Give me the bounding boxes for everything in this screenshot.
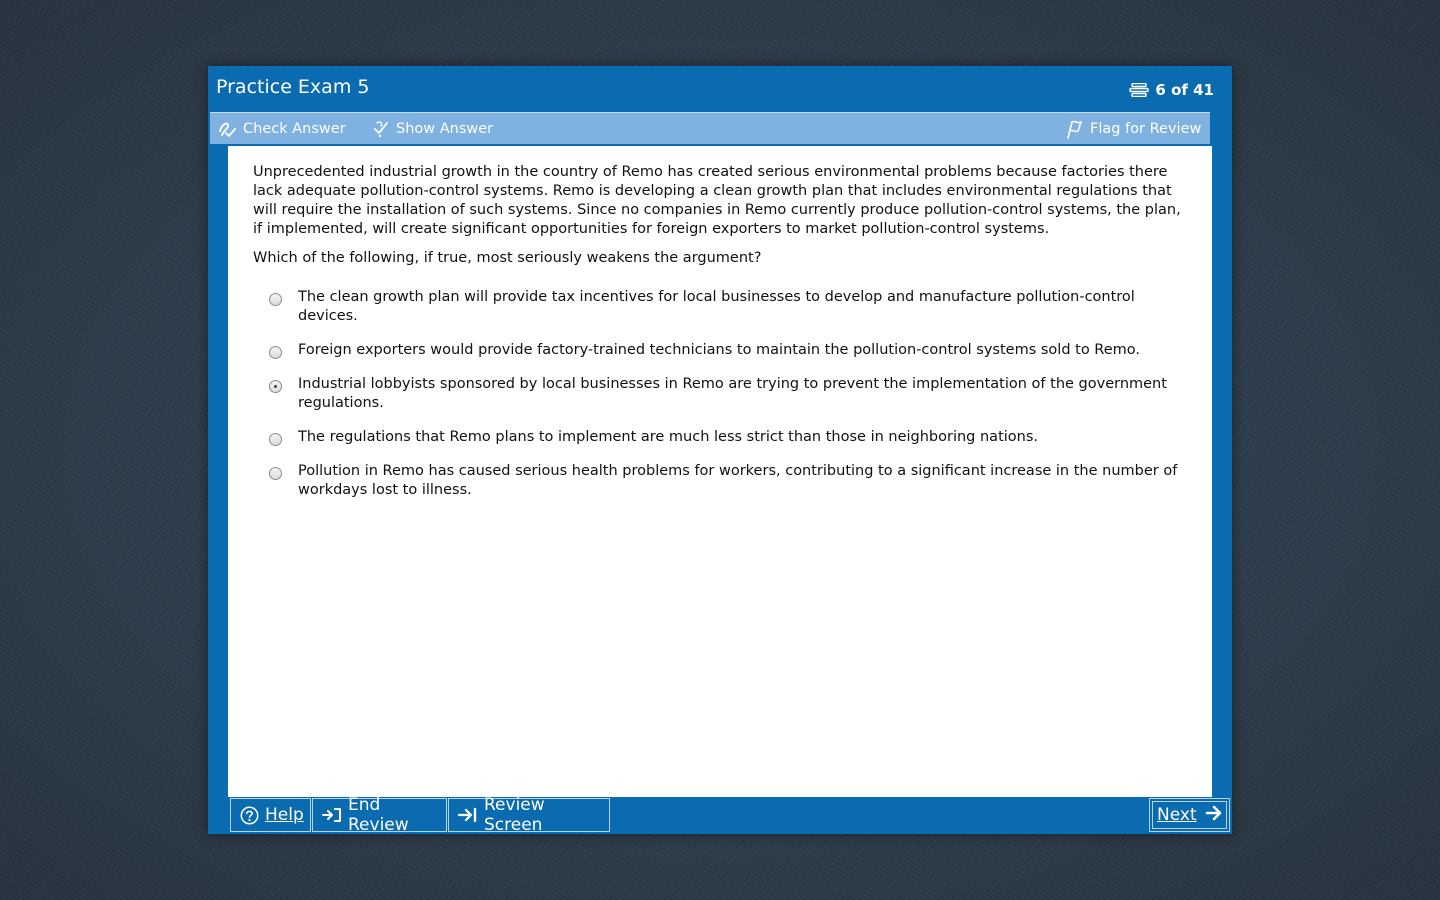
help-label: Help — [265, 805, 304, 825]
answer-choice-text: Industrial lobbyists sponsored by local businesses in Remo are trying to prevent the implementation of the government regulations. — [298, 376, 1167, 411]
title-bar — [208, 66, 1232, 110]
answer-choice-text: Foreign exporters would provide factory-trained technicians to maintain the pollution-control systems sold to Remo. — [298, 342, 1140, 358]
show-answer-button[interactable] — [372, 113, 493, 144]
toolbar — [210, 112, 1210, 144]
radio-button[interactable] — [269, 433, 282, 446]
answer-choice[interactable] — [266, 462, 1186, 500]
arrow-right-icon — [1205, 804, 1223, 827]
check-answer-icon — [218, 120, 237, 138]
question-stem: Unprecedented industrial growth in the country of Remo has created serious environmental problems because factories there lack adequate pollution-control systems. Remo is developing a clean growth plan that includes environmental regulations that will require the installation of such systems. Since no companies in Remo currently produce pollution-control systems, the plan, if implemented, will create significant opportunities for foreign exporters to market pollution-control systems. — [253, 164, 1181, 237]
question-counter — [1129, 81, 1214, 99]
radio-button[interactable] — [269, 346, 282, 359]
help-button[interactable] — [230, 798, 311, 832]
question-panel — [228, 146, 1212, 797]
show-answer-label: Show Answer — [396, 120, 494, 137]
question-counter-text: 6 of 41 — [1155, 81, 1214, 99]
review-screen-label: Review Screen — [484, 795, 545, 835]
end-review-label: End Review — [348, 795, 409, 835]
radio-button[interactable] — [269, 467, 282, 480]
answer-choice-text: The regulations that Remo plans to implement are much less strict than those in neighboring nations. — [298, 429, 1039, 445]
help-icon — [240, 806, 259, 825]
answer-choice[interactable] — [266, 428, 1186, 447]
end-review-icon — [322, 807, 342, 823]
answer-choice-text: Pollution in Remo has caused serious health problems for workers, contributing to a significant increase in the number of workdays lost to illness. — [298, 463, 1178, 498]
answer-choice[interactable] — [266, 375, 1186, 413]
exam-window — [208, 66, 1232, 834]
question-prompt: Which of the following, if true, most seriously weakens the argument? — [253, 250, 762, 266]
flag-for-review-button[interactable] — [1066, 113, 1201, 144]
flag-for-review-label: Flag for Review — [1090, 120, 1202, 137]
review-screen-icon — [458, 807, 478, 823]
radio-button-selected[interactable] — [269, 380, 282, 393]
end-review-button[interactable] — [312, 795, 447, 835]
answer-choice[interactable] — [266, 341, 1186, 360]
bottom-navigation-bar — [228, 797, 1232, 834]
next-button[interactable] — [1152, 801, 1227, 829]
check-answer-label: Check Answer — [243, 120, 346, 137]
check-answer-button[interactable] — [218, 113, 346, 144]
answer-choice-text: The clean growth plan will provide tax incentives for local businesses to develop and manufacture pollution-control devices. — [298, 289, 1135, 324]
radio-button[interactable] — [269, 293, 282, 306]
answer-choice[interactable] — [266, 288, 1186, 326]
answer-choices — [266, 288, 1186, 515]
next-label: Next — [1157, 805, 1197, 825]
next-button-frame — [1149, 798, 1230, 832]
review-screen-button[interactable] — [448, 795, 610, 835]
exam-title: Practice Exam 5 — [216, 76, 370, 98]
question-list-icon — [1129, 83, 1149, 97]
show-answer-icon — [372, 120, 390, 138]
flag-icon — [1066, 119, 1084, 139]
